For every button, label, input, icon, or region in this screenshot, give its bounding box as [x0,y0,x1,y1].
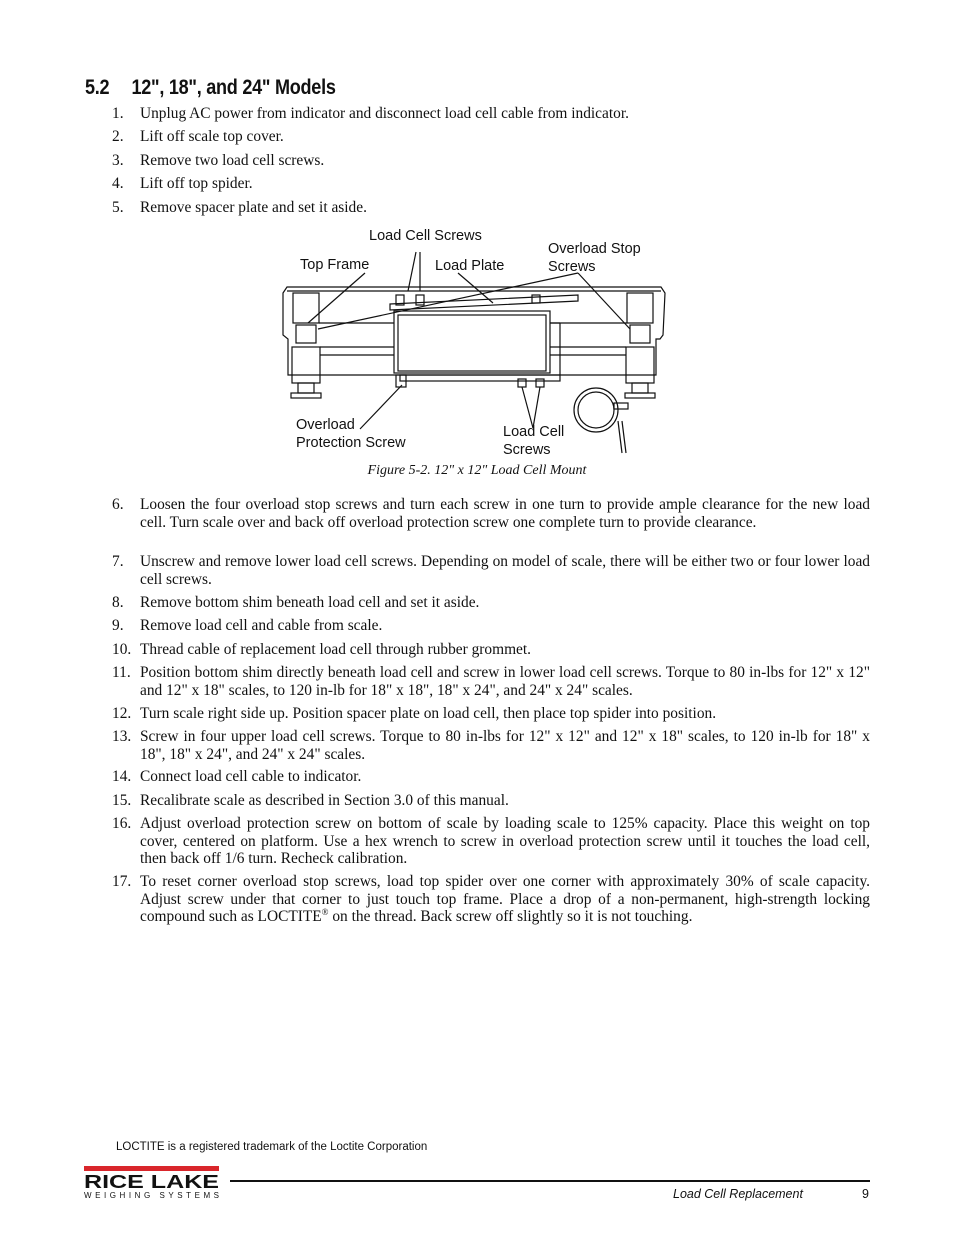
footer-section-title: Load Cell Replacement [673,1187,803,1201]
step-item: 10. Thread cable of replacement load cell through rubber grommet. [112,641,532,658]
page-number: 9 [862,1187,869,1201]
step-item: 7. Unscrew and remove lower load cell screws. Depending on model of scale, there will be either two or four lower load cell screws. [112,553,870,588]
step-item: 2. Lift off scale top cover. [112,128,284,145]
step-item: 14. Connect load cell cable to indicator. [112,768,362,785]
step-item: 8. Remove bottom shim beneath load cell and set it aside. [112,594,480,611]
step-item: 15. Recalibrate scale as described in Section 3.0 of this manual. [112,792,509,809]
load-cell-mount-figure [278,225,678,463]
step-item: 6. Loosen the four overload stop screws and turn each screw in one turn to provide ample clearance for the new load cell. Turn scale over and back off overload protection screw one complete turn to provide clearance. [112,496,870,531]
footer-rule [230,1180,870,1182]
step-item: 17. To reset corner overload stop screws, load top spider over one corner with approximately 30% of scale capacity. Adjust screw under that corner to just touch top frame. Place a drop of a non-permanent, high-strength locking compound such as LOCTITE® on the thread. Back screw off slightly so it is not touching. [112,873,870,925]
svg-text:WEIGHING SYSTEMS: WEIGHING SYSTEMS [84,1191,219,1200]
step-item: 3. Remove two load cell screws. [112,152,325,169]
step-item: 5. Remove spacer plate and set it aside. [112,199,367,216]
step-item: 12. Turn scale right side up. Position spacer plate on load cell, then place top spider into position. [112,705,717,722]
trademark-footnote: LOCTITE is a registered trademark of the Loctite Corporation [116,1141,428,1153]
step-item: 4. Lift off top spider. [112,175,253,192]
label-load-cell-screws-bottom: Load Cell Screws [503,424,565,458]
label-load-cell-screws-top: Load Cell Screws [369,228,482,244]
registered-mark: ® [321,906,329,917]
label-overload-stop: Overload Stop Screws [548,241,641,275]
step-item: 9. Remove load cell and cable from scale. [112,617,383,634]
label-load-plate: Load Plate [435,258,505,274]
label-top-frame: Top Frame [300,257,370,273]
svg-text:RICE LAKE: RICE LAKE [84,1172,219,1192]
step-item: 1. Unplug AC power from indicator and disconnect load cell cable from indicator. [112,105,629,122]
rice-lake-logo [84,1164,224,1200]
section-heading [85,76,336,100]
section-number: 5.2 [85,76,110,99]
figure-caption: Figure 5-2. 12" x 12" Load Cell Mount [367,463,587,478]
step-item: 13. Screw in four upper load cell screws. Torque to 80 in-lbs for 12" x 12" and 12" x 18" scales, to 120 in-lb for 18" x 18", 18" x 24", and 24" x 24" scales. [112,728,870,763]
step-item: 11. Position bottom shim directly beneath load cell and screw in lower load cell screws. Torque to 80 in-lbs for 12" x 12" and 12" x 18" scales, to 120 in-lb for 18" x 18", 18" x 24", and 24" x 24" scales. [112,664,870,699]
label-overload-protection-screw: Overload Protection Screw [296,417,406,451]
step-item: 16. Adjust overload protection screw on bottom of scale by loading scale to 125% capacity. Place this weight on top cover, centered on platform. Use a hex wrench to screw in overload protection screw until it touches the load cell, then back off 1/6 turn. Recheck calibration. [112,815,870,867]
section-title: 12", 18", and 24" Models [131,76,336,99]
